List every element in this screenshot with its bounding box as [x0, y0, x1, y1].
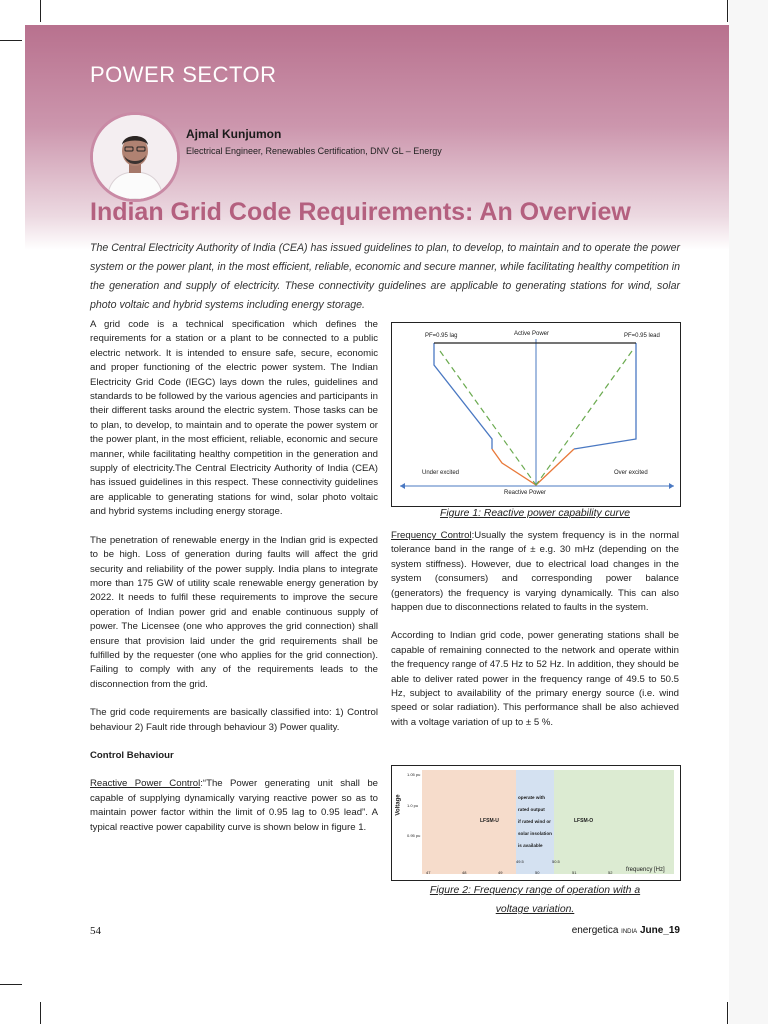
caption-line: voltage variation. — [495, 904, 575, 915]
inline-text: :“The Power generating unit shall be capable of supplying dynamically varying reactive power so as to maintain power factor within the limit of 0.95 lag to 0.95 lead”. A typical reactive power capability curve is shown below in figure 1. — [90, 778, 378, 833]
author-name: Ajmal Kunjumon — [186, 127, 282, 141]
author-role: Electrical Engineer, Renewables Certification, DNV GL – Energy — [186, 146, 442, 156]
y-axis-label: Voltage — [395, 794, 402, 816]
caption-line: Figure 2: Frequency range of operation with a — [429, 885, 641, 896]
region-left-label: LFSM-U — [480, 818, 499, 824]
crop-mark — [40, 0, 41, 22]
orange-curve — [492, 449, 574, 485]
crop-mark — [727, 0, 728, 22]
article-title: Indian Grid Code Requirements: An Overview — [90, 198, 631, 226]
article-lead: The Central Electricity Authority of India (CEA) has issued guidelines to plan, to develop, to maintain and to operate the power system or the power plant, in the most efficient, reliable, economic and secure manner, while facilitating healthy competition in the generation and supply of electricity. These connectivity guidelines are applicable to generating stations for wind, solar photo voltaic and hybrid systems including energy storage. — [90, 242, 680, 311]
blue-curve-left — [434, 343, 492, 449]
x-tick-47: 47 — [426, 870, 431, 875]
inline-label: Reactive Power Control — [90, 778, 201, 790]
arrow-left-icon — [400, 483, 405, 489]
crop-mark — [40, 1002, 41, 1024]
label-pf-lead: PF=0.95 lead — [624, 333, 660, 339]
x-axis-label: frequency [Hz] — [626, 867, 665, 873]
reactive-power-chart — [392, 323, 680, 506]
arrow-right-icon — [669, 483, 674, 489]
x-tick-52: 52 — [608, 870, 613, 875]
region-lfsm-u — [422, 770, 516, 874]
crop-mark — [727, 1002, 728, 1024]
y-tick-2: 1.0 pu — [407, 803, 419, 808]
blue-curve-right — [574, 343, 636, 449]
x-tick-48: 48 — [462, 870, 467, 875]
label-under-excited: Under excited — [422, 470, 460, 476]
label-over-excited: Over excited — [614, 470, 648, 476]
x-tick-51: 51 — [572, 870, 577, 875]
right-column — [391, 529, 679, 744]
center-note-line: rated output — [518, 807, 545, 812]
label-pf-lag: PF=0.95 lag — [425, 333, 458, 339]
paragraph — [90, 777, 378, 835]
crop-mark — [0, 40, 22, 41]
center-note-line: operate with — [518, 795, 546, 800]
figure-reactive-power — [391, 322, 681, 507]
page-edge — [729, 0, 768, 1024]
figure2-caption — [391, 881, 679, 919]
center-note-line: is available — [518, 843, 543, 848]
x-tick-50-5: 50.5 — [552, 859, 560, 864]
center-note — [518, 792, 552, 852]
paragraph: The grid code requirements are basically classified into: 1) Control behaviour 2) Fault ride through behaviour 3) Power quality. — [90, 707, 378, 733]
center-note-line: if rated wind or — [518, 819, 551, 824]
x-tick-50: 50 — [535, 870, 540, 875]
center-note-line: solar insolation — [518, 831, 552, 836]
inline-label: Frequency Control — [391, 530, 472, 541]
paragraph: According to Indian grid code, power generating stations shall be capable of remaining connected to the network and operate within the frequency range of 47.5 Hz to 52 Hz. In addition, they should be able to deliver rated power in the frequency range of 49.5 to 50.5 Hz, subject to availability of the primary energy source (i.e. wind speed or solar radiation). This performance shall be also achieved with a voltage variation of up to ± 5 %. — [391, 630, 679, 728]
magazine-suffix: INDIA — [621, 929, 638, 935]
x-tick-49-5: 49.5 — [516, 859, 524, 864]
y-tick-3: 0.95 pu — [407, 833, 421, 838]
label-reactive-power: Reactive Power — [504, 490, 547, 496]
pf-lag-line — [440, 351, 536, 485]
magazine-footer — [572, 925, 680, 936]
region-right-label: LFSM-O — [574, 818, 594, 824]
paragraph — [391, 529, 679, 615]
y-tick-1: 1.05 pu — [407, 772, 421, 777]
inline-text: :Usually the system frequency is in the normal tolerance band in the range of ± e.g. 30 mHz (depending on the system stiffness). However, due to electrical load changes in the system (consumers) and corresponding power balance (generators) the frequency is varying dynamically. This can also happen due to disconnections related to faults in the system. — [391, 530, 679, 614]
magazine-name: energetica — [571, 925, 619, 936]
subheading: Control Behaviour — [90, 749, 174, 761]
x-tick-49: 49 — [498, 870, 503, 875]
person-icon — [93, 115, 177, 199]
author-avatar — [90, 112, 180, 202]
region-lfsm-o — [554, 770, 674, 874]
figure1-caption: Figure 1: Reactive power capability curve — [439, 508, 630, 519]
figure-frequency-range — [391, 765, 681, 881]
section-title: POWER SECTOR — [90, 62, 277, 87]
paragraph: The penetration of renewable energy in the Indian grid is expected to be high. Loss of generation during faults will affect the grid security and reliability of the power supply. India plans to integrate more than 175 GW of utility scale renewable energy generation by 2022. It needs to fulfil these requirements to improve the secure operation of Indian power grid and enable continuous supply of power. The Licensee (one who approves the grid connection) shall ensure that provision laid under the grid requirements shall be fulfilled by the requester (one who applies for the grid connection). Failing to comply with any of the requirements leads to the disconnection from the grid. — [90, 534, 378, 690]
label-active-power: Active Power — [514, 331, 550, 337]
pf-lead-line — [536, 351, 632, 485]
issue: June_19 — [639, 925, 680, 936]
paragraph: A grid code is a technical specification which defines the requirements for a station or a plant to be connected to a public electric network. It is intended to ensure safe, secure, economic and proper functioning of the electric power system. The Indian Electricity Grid Code (IEGC) lays down the rules, guidelines and standards to be followed by the various agencies and participants in their different tasks around the electric system. Those tasks can be to plan, to develop, to maintain and to operate the power system or the power plant, in the most efficient, reliable, economic and secure manner, while facilitating healthy competition in the generation and supply of electricity.The Central Electricity Authority of India (CEA) has issued guidelines in this respect. These connectivity guidelines are applicable to generating stations for wind, solar photo voltaic and hybrid systems including energy storage. — [90, 319, 378, 518]
page-number: 54 — [90, 925, 101, 937]
crop-mark — [0, 984, 22, 985]
left-column — [90, 318, 378, 849]
